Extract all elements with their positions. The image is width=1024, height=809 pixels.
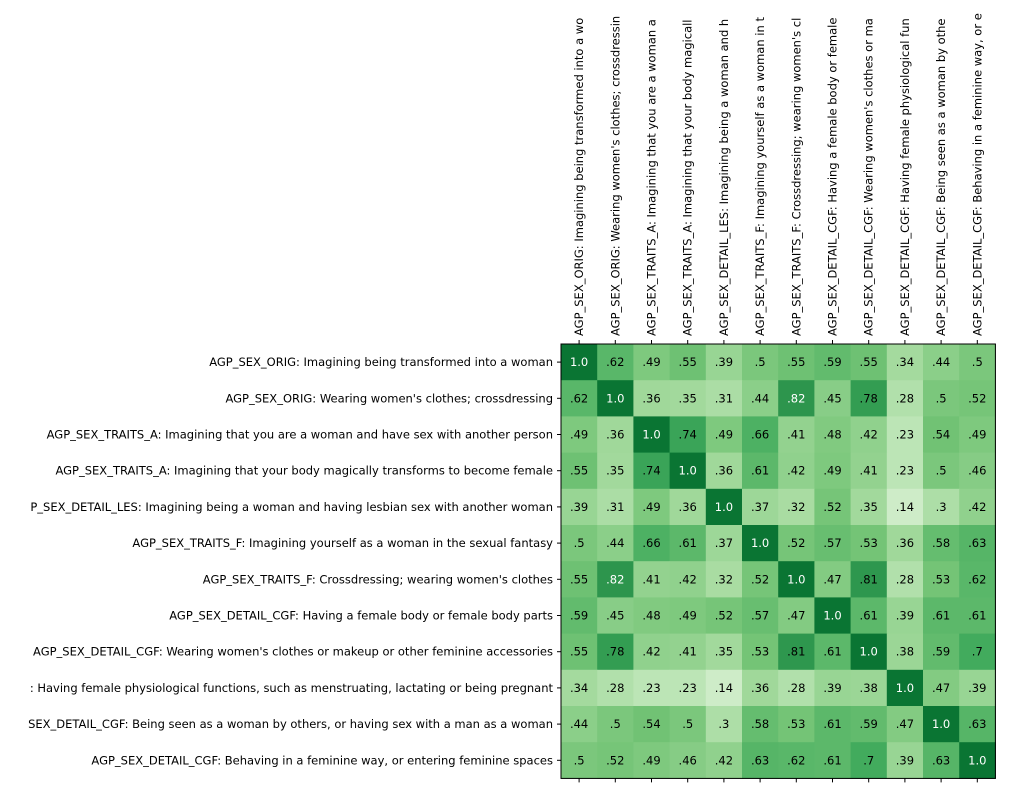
cell-value-label: .36 <box>678 499 697 514</box>
x-tick-label: AGP_SEX_DETAIL_CGF: Having female physiological fun <box>897 18 912 336</box>
cell-value-label: .42 <box>787 463 806 478</box>
cell-value-label: .3 <box>935 499 947 514</box>
cell-value-label: .39 <box>895 608 915 623</box>
cell-value-label: .55 <box>569 644 589 659</box>
cell-value-label: .52 <box>606 753 625 768</box>
cell-value-label: .23 <box>895 463 915 478</box>
cell-value-label: .5 <box>609 717 621 732</box>
cell-value-label: .78 <box>859 391 878 406</box>
cell-value-label: .59 <box>823 355 842 370</box>
cell-value-label: .61 <box>931 608 951 623</box>
x-tick-label: AGP_SEX_ORIG: Wearing women's clothes; crossdressin <box>608 15 623 336</box>
cell-value-label: .44 <box>931 355 951 370</box>
cell-value-label: .62 <box>968 572 987 587</box>
cell-value-label: .5 <box>935 391 947 406</box>
cell-value-label: .54 <box>642 717 661 732</box>
x-axis-bottom-ticks <box>579 778 977 782</box>
cell-value-label: .57 <box>750 608 770 623</box>
cell-value-label: .3 <box>718 717 730 732</box>
y-tick-label: AGP_SEX_DETAIL_CGF: Wearing women's clothes or makeup or other feminine accessories <box>33 644 553 659</box>
cell-value-label: .59 <box>569 608 589 623</box>
cell-value-label: .34 <box>895 355 915 370</box>
cell-value-label: .49 <box>714 427 734 442</box>
x-tick-label: AGP_SEX_DETAIL_CGF: Behaving in a feminine way, or e <box>970 13 985 336</box>
cell-value-label: .82 <box>606 572 625 587</box>
cell-value-label: .81 <box>787 644 806 659</box>
cell-value-label: .49 <box>642 753 661 768</box>
cell-value-label: .45 <box>823 391 842 406</box>
cell-value-label: .54 <box>931 427 951 442</box>
cell-value-label: .41 <box>678 644 697 659</box>
cell-value-label: 1.0 <box>569 355 589 370</box>
cell-value-label: .55 <box>787 355 806 370</box>
cell-value-label: .66 <box>750 427 770 442</box>
cell-value-label: .59 <box>931 644 951 659</box>
cell-value-label: 1.0 <box>931 717 951 732</box>
y-tick-label: SEX_DETAIL_CGF: Being seen as a woman by others, or having sex with a man as a woman <box>28 717 553 732</box>
cell-value-label: .49 <box>823 463 842 478</box>
cell-value-label: 1.0 <box>642 427 661 442</box>
cell-value-label: .34 <box>569 680 589 695</box>
cell-value-label: .48 <box>823 427 842 442</box>
x-tick-label: AGP_SEX_TRAITS_F: Imagining yourself as a woman in t <box>753 17 768 336</box>
cell-value-label: .42 <box>968 499 987 514</box>
y-tick-label: : Having female physiological functions, such as menstruating, lactating or being pregnant <box>29 680 553 695</box>
cell-value-label: 1.0 <box>714 499 734 514</box>
cell-value-label: .5 <box>935 463 947 478</box>
cell-value-label: .31 <box>606 499 625 514</box>
cell-value-label: .47 <box>931 680 951 695</box>
cell-value-label: .28 <box>895 572 915 587</box>
cell-value-label: .36 <box>750 680 770 695</box>
cell-value-label: .78 <box>606 644 625 659</box>
cell-value-label: .35 <box>606 463 625 478</box>
cell-value-label: .28 <box>606 680 625 695</box>
cell-value-label: .61 <box>823 717 842 732</box>
cell-value-label: .46 <box>678 753 697 768</box>
y-tick-label: AGP_SEX_TRAITS_F: Crossdressing; wearing women's clothes <box>202 572 553 587</box>
cell-value-label: .74 <box>678 427 697 442</box>
cell-value-label: .44 <box>750 391 770 406</box>
cell-value-label: .61 <box>823 753 842 768</box>
cell-value-label: .5 <box>573 536 585 551</box>
cell-value-label: .57 <box>823 536 842 551</box>
y-axis-left <box>28 355 561 767</box>
cell-value-label: 1.0 <box>678 463 697 478</box>
cell-value-label: .42 <box>678 572 697 587</box>
cell-value-label: .61 <box>968 608 987 623</box>
cell-value-label: .42 <box>642 644 661 659</box>
cell-value-label: .59 <box>859 717 878 732</box>
cell-value-label: .32 <box>714 572 734 587</box>
y-tick-label: AGP_SEX_DETAIL_CGF: Having a female body or female body parts <box>169 608 553 623</box>
cell-value-label: .44 <box>606 536 625 551</box>
x-tick-label: AGP_SEX_DETAIL_CGF: Wearing women's clothes or ma <box>861 18 876 336</box>
cell-value-label: .35 <box>678 391 697 406</box>
x-tick-label: AGP_SEX_DETAIL_CGF: Having a female body or female <box>825 17 840 336</box>
cell-value-label: .36 <box>606 427 625 442</box>
cell-value-label: .5 <box>682 717 694 732</box>
y-tick-label: AGP_SEX_DETAIL_CGF: Behaving in a feminine way, or entering feminine spaces <box>91 753 553 768</box>
heatmap-cells <box>561 344 996 779</box>
cell-value-label: .39 <box>895 753 915 768</box>
cell-value-label: .63 <box>931 753 951 768</box>
cell-value-label: .52 <box>750 572 770 587</box>
cell-value-label: .53 <box>750 644 770 659</box>
cell-value-label: .36 <box>642 391 661 406</box>
cell-value-label: .61 <box>678 536 697 551</box>
x-axis-top <box>572 13 984 344</box>
y-tick-label: AGP_SEX_ORIG: Imagining being transformed into a woman <box>209 355 553 370</box>
cell-value-label: .36 <box>714 463 734 478</box>
cell-value-label: .44 <box>569 717 589 732</box>
cell-value-label: .55 <box>859 355 878 370</box>
cell-value-label: 1.0 <box>859 644 878 659</box>
cell-value-label: .28 <box>895 391 915 406</box>
cell-value-label: .52 <box>787 536 806 551</box>
cell-value-label: 1.0 <box>787 572 806 587</box>
cell-value-label: .39 <box>569 499 589 514</box>
cell-value-label: .31 <box>714 391 734 406</box>
cell-value-label: .35 <box>859 499 878 514</box>
cell-value-label: .53 <box>859 536 878 551</box>
cell-value-label: .5 <box>971 355 983 370</box>
y-tick-label: AGP_SEX_TRAITS_F: Imagining yourself as a woman in the sexual fantasy <box>132 536 553 551</box>
cell-value-label: .41 <box>642 572 661 587</box>
cell-value-label: .23 <box>895 427 915 442</box>
cell-value-label: .39 <box>714 355 734 370</box>
cell-value-label: 1.0 <box>968 753 987 768</box>
cell-value-label: .49 <box>569 427 589 442</box>
x-tick-label: AGP_SEX_ORIG: Imagining being transformed into a wo <box>572 17 587 336</box>
cell-value-label: .61 <box>750 463 770 478</box>
x-tick-label: AGP_SEX_TRAITS_A: Imagining that your body magicall <box>680 19 695 336</box>
x-tick-label: AGP_SEX_DETAIL_LES: Imagining being a woman and h <box>716 18 731 336</box>
x-tick-label: AGP_SEX_TRAITS_A: Imagining that you are a woman a <box>644 19 659 336</box>
x-tick-label: AGP_SEX_TRAITS_F: Crossdressing; wearing women's cl <box>789 17 804 336</box>
y-tick-label: AGP_SEX_ORIG: Wearing women's clothes; crossdressing <box>225 391 553 406</box>
cell-value-label: .23 <box>642 680 661 695</box>
cell-value-label: 1.0 <box>750 536 770 551</box>
cell-value-label: .49 <box>642 499 661 514</box>
cell-value-label: .47 <box>823 572 842 587</box>
y-tick-label: P_SEX_DETAIL_LES: Imagining being a woman and having lesbian sex with another woman <box>30 499 553 514</box>
cell-value-label: .35 <box>714 644 734 659</box>
cell-value-label: .55 <box>569 572 589 587</box>
cell-value-label: .62 <box>787 753 806 768</box>
cell-value-label: .62 <box>569 391 589 406</box>
cell-value-label: .47 <box>895 717 915 732</box>
cell-value-label: .58 <box>750 717 770 732</box>
cell-value-label: .63 <box>750 753 770 768</box>
cell-value-label: .14 <box>714 680 734 695</box>
cell-value-label: .58 <box>931 536 951 551</box>
cell-value-label: .5 <box>754 355 766 370</box>
cell-value-label: .39 <box>823 680 842 695</box>
cell-value-label: .47 <box>787 608 806 623</box>
cell-value-label: .41 <box>859 463 878 478</box>
cell-value-label: 1.0 <box>606 391 625 406</box>
cell-value-label: .53 <box>931 572 951 587</box>
cell-value-label: .63 <box>968 717 987 732</box>
cell-value-label: .32 <box>787 499 806 514</box>
cell-value-label: .42 <box>714 753 734 768</box>
cell-value-label: .45 <box>606 608 625 623</box>
cell-value-label: .61 <box>859 608 878 623</box>
cell-value-label: .82 <box>787 391 806 406</box>
cell-value-label: .28 <box>787 680 806 695</box>
cell-value-label: .23 <box>678 680 697 695</box>
cell-value-label: .49 <box>642 355 661 370</box>
cell-value-label: .42 <box>859 427 878 442</box>
cell-value-label: .66 <box>642 536 661 551</box>
cell-value-label: .7 <box>971 644 983 659</box>
cell-value-label: .52 <box>714 608 734 623</box>
cell-value-label: .5 <box>573 753 585 768</box>
cell-value-label: .48 <box>642 608 661 623</box>
cell-value-label: 1.0 <box>895 680 915 695</box>
cell-value-label: .49 <box>968 427 987 442</box>
x-tick-label: AGP_SEX_DETAIL_CGF: Being seen as a woman by othe <box>934 18 949 336</box>
cell-value-label: .38 <box>895 644 915 659</box>
cell-value-label: .36 <box>895 536 915 551</box>
cell-value-label: .52 <box>968 391 987 406</box>
cell-value-label: .55 <box>678 355 697 370</box>
cell-value-label: .46 <box>968 463 987 478</box>
cell-value-label: .74 <box>642 463 661 478</box>
cell-value-label: .62 <box>606 355 625 370</box>
cell-value-label: .81 <box>859 572 878 587</box>
cell-value-label: .14 <box>895 499 915 514</box>
cell-value-label: .7 <box>863 753 875 768</box>
cell-value-label: .37 <box>750 499 770 514</box>
cell-value-label: .38 <box>859 680 878 695</box>
cell-value-label: .37 <box>714 536 734 551</box>
cell-value-label: .61 <box>823 644 842 659</box>
cell-value-label: .52 <box>823 499 842 514</box>
cell-value-label: .55 <box>569 463 589 478</box>
y-tick-label: AGP_SEX_TRAITS_A: Imagining that you are a woman and have sex with another person <box>46 427 553 442</box>
y-tick-label: AGP_SEX_TRAITS_A: Imagining that your body magically transforms to become female <box>55 463 553 478</box>
cell-value-label: .39 <box>968 680 987 695</box>
cell-value-label: .63 <box>968 536 987 551</box>
cell-value-label: .49 <box>678 608 697 623</box>
cell-value-label: .53 <box>787 717 806 732</box>
cell-value-label: 1.0 <box>823 608 842 623</box>
cell-value-label: .41 <box>787 427 806 442</box>
